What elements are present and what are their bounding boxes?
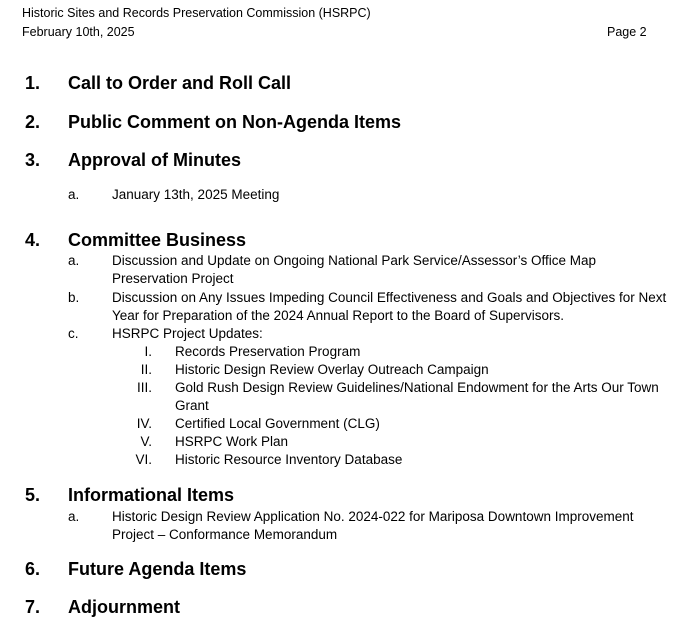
item-2-title: Public Comment on Non-Agenda Items (68, 112, 402, 132)
item-3a-letter: a. (68, 187, 80, 202)
item-3-title: Approval of Minutes (68, 150, 242, 170)
item-5-title: Informational Items (68, 485, 235, 505)
item-5a-text: Historic Design Review Application No. 2024-022 for Mariposa Downtown Improvement Project – Conformance Memorandum (112, 509, 634, 542)
item-7-title: Adjournment (68, 597, 180, 617)
item-4c-iii-text: Gold Rush Design Review Guidelines/National Endowment for the Arts Our Town Grant (175, 380, 659, 413)
item-4c-ii-text: Historic Design Review Overlay Outreach Campaign (175, 362, 489, 377)
item-4-title: Committee Business (68, 230, 247, 250)
item-4-number: 4. (25, 230, 41, 250)
item-4c-vi-text: Historic Resource Inventory Database (175, 452, 403, 467)
item-4c-i-text: Records Preservation Program (175, 344, 361, 359)
item-4c-ii-number: II. (140, 362, 152, 377)
item-4c-iii-number: III. (136, 380, 152, 395)
item-4c-letter: c. (68, 326, 79, 341)
item-1-title: Call to Order and Roll Call (68, 73, 292, 93)
item-4b-text: Discussion on Any Issues Impeding Council Effectiveness and Goals and Objectives for Next Year for Preparation of the 2024 Annual Report to the Board of Supervisors. (112, 290, 667, 323)
item-6-number: 6. (25, 559, 41, 579)
item-4c-text: HSRPC Project Updates: (112, 326, 263, 341)
item-2-number: 2. (25, 112, 41, 132)
item-1-number: 1. (25, 73, 41, 93)
item-4c-i-number: I. (144, 344, 152, 359)
item-5a-letter: a. (68, 509, 80, 524)
item-4b-letter: b. (68, 290, 80, 305)
item-6-title: Future Agenda Items (68, 559, 247, 579)
item-5-number: 5. (25, 485, 41, 505)
header-page-number: Page 2 (607, 25, 647, 39)
item-4a-text: Discussion and Update on Ongoing National Park Service/Assessor’s Office Map Preservation Project (112, 253, 596, 286)
item-4c-v-number: V. (140, 434, 152, 449)
item-7-number: 7. (25, 597, 41, 617)
item-4c-iv-number: IV. (136, 416, 152, 431)
item-4c-v-text: HSRPC Work Plan (175, 434, 289, 449)
item-3a-text: January 13th, 2025 Meeting (112, 187, 280, 202)
item-4c-vi-number: VI. (135, 452, 152, 467)
header-org: Historic Sites and Records Preservation Commission (HSRPC) (22, 6, 371, 20)
item-4c-iv-text: Certified Local Government (CLG) (175, 416, 380, 431)
item-3-number: 3. (25, 150, 41, 170)
header-date: February 10th, 2025 (22, 25, 135, 39)
item-4a-letter: a. (68, 253, 80, 268)
